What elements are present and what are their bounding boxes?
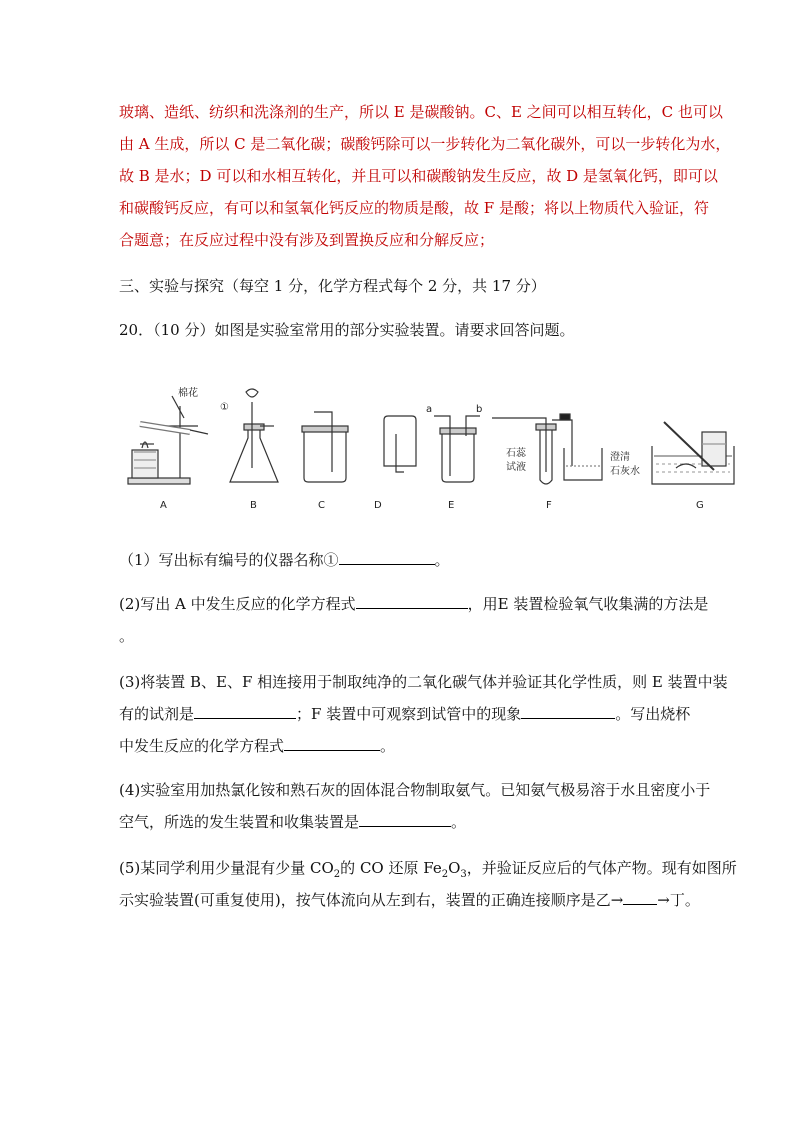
- label-port-a: a: [426, 404, 433, 415]
- label-f: F: [546, 500, 552, 511]
- q5-text-b: 的 CO 还原 Fe: [340, 859, 442, 877]
- label-litmus-1: 石蕊: [506, 448, 526, 459]
- label-c: C: [318, 500, 325, 511]
- label-g: G: [696, 500, 704, 511]
- q2-mid: ，用E 装置检验氧气收集满的方法是: [467, 595, 709, 613]
- q1-end: 。: [434, 551, 450, 569]
- answer-line-1: 玻璃、造纸、纺织和洗涤剂的生产，所以 E 是碳酸钠。C、E 之间可以相互转化，C 也可以: [119, 103, 723, 121]
- label-funnel-mark: ①: [220, 402, 229, 413]
- q3-text-e: 。: [380, 737, 396, 755]
- q5-blank[interactable]: [623, 890, 657, 905]
- apparatus-f: [492, 414, 640, 511]
- label-e: E: [448, 500, 455, 511]
- q2-text: (2)写出 A 中发生反应的化学方程式: [119, 595, 356, 613]
- apparatus-b: [220, 389, 278, 511]
- q3-blank-3[interactable]: [284, 736, 380, 751]
- q2-end: 。: [119, 627, 135, 645]
- apparatus-e: [426, 404, 482, 511]
- label-cotton: 棉花: [178, 388, 198, 399]
- answer-line-2: 由 A 生成，所以 C 是二氧化碳；碳酸钙除可以一步转化为二氧化碳外，可以一步转化为水，: [119, 135, 731, 153]
- question-20-4-line-2: [119, 806, 679, 838]
- q3-blank-2[interactable]: [521, 704, 615, 719]
- question-20-3-line-2: [119, 698, 691, 730]
- label-port-b: b: [476, 404, 483, 415]
- apparatus-d: [374, 416, 416, 511]
- q4-end: 。: [451, 813, 467, 831]
- apparatus-figure: [120, 372, 740, 522]
- q5-sub-o3: 3: [460, 869, 467, 880]
- q5-sub-fe2: 2: [441, 869, 449, 880]
- question-20-2-cont: [119, 620, 679, 652]
- apparatus-c: [302, 412, 348, 511]
- question-20-4-line-1: (4)实验室用加热氯化铵和熟石灰的固体混合物制取氨气。已知氨气极易溶于水且密度小于: [119, 781, 711, 799]
- question-20-1: [119, 544, 679, 576]
- section-heading: 三、实验与探究（每空 1 分，化学方程式每个 2 分，共 17 分）: [119, 277, 546, 295]
- answer-line-4: 和碳酸钙反应，有可以和氢氧化钙反应的物质是酸，故 F 是酸；将以上物质代入验证，符: [119, 199, 709, 217]
- apparatus-a: [128, 386, 208, 511]
- q3-text-c: 。写出烧杯: [615, 705, 691, 723]
- label-d: D: [374, 500, 382, 511]
- q5-text-f: →丁。: [657, 891, 700, 909]
- q1-text: （1）写出标有编号的仪器名称①: [119, 551, 339, 569]
- q3-text-d: 中发生反应的化学方程式: [119, 737, 285, 755]
- label-limewater-2: 石灰水: [610, 466, 640, 477]
- q5-text-c: O: [448, 859, 461, 877]
- q5-sub-co2: 2: [333, 869, 341, 880]
- label-litmus-2: 试液: [506, 462, 526, 473]
- q4-blank[interactable]: [359, 812, 451, 827]
- q4-text: 空气，所选的发生装置和收集装置是: [119, 813, 360, 831]
- q3-text-b: ；F 装置中可观察到试管中的现象: [296, 705, 522, 723]
- question-20-stem: 20．（10 分）如图是实验室常用的部分实验装置。请要求回答问题。: [119, 321, 575, 339]
- q1-blank[interactable]: [339, 550, 435, 565]
- q3-blank-1[interactable]: [194, 704, 296, 719]
- q5-text-a: (5)某同学利用少量混有少量 CO: [119, 859, 334, 877]
- label-a: A: [160, 500, 167, 511]
- label-b: B: [250, 500, 257, 511]
- q2-blank[interactable]: [356, 594, 468, 609]
- q5-text-d: ，并验证反应后的气体产物。现有如图所: [466, 859, 737, 877]
- label-limewater-1: 澄清: [610, 452, 630, 463]
- question-20-2: [119, 588, 709, 620]
- question-20-3-line-3: [119, 730, 679, 762]
- apparatus-g: [652, 422, 734, 511]
- q3-text-a: 有的试剂是: [119, 705, 195, 723]
- question-20-5-line-2: [119, 884, 700, 916]
- answer-line-5: 合题意；在反应过程中没有涉及到置换反应和分解反应；: [119, 231, 495, 249]
- answer-line-3: 故 B 是水；D 可以和水相互转化，并且可以和碳酸钠发生反应，故 D 是氢氧化钙，即可以: [119, 167, 718, 185]
- question-20-3-line-1: (3)将装置 B、E、F 相连接用于制取纯净的二氧化碳气体并验证其化学性质，则 E 装置中装: [119, 673, 728, 691]
- q5-text-e: 示实验装置(可重复使用)，按气体流向从左到右，装置的正确连接顺序是乙→: [119, 891, 624, 909]
